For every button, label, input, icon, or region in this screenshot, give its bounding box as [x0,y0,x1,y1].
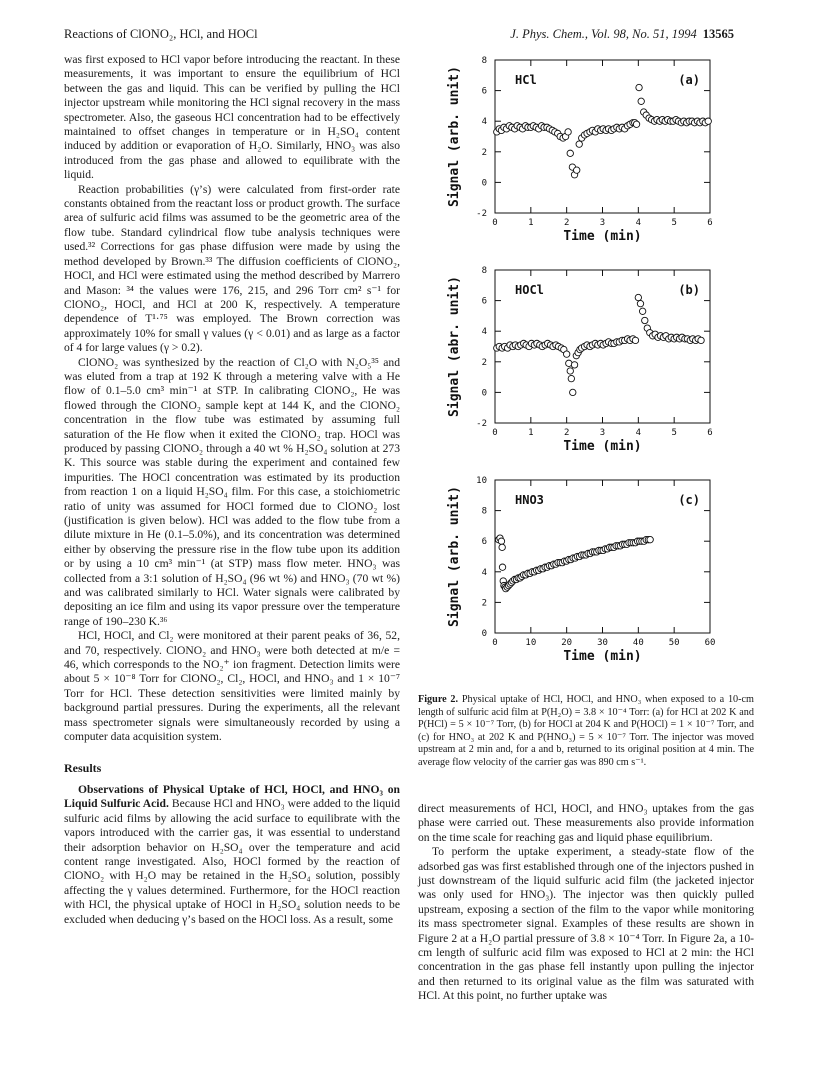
x-tick-label: 6 [707,428,713,438]
data-point [567,368,573,374]
data-point [636,84,642,90]
y-tick-label: 6 [481,86,487,97]
x-tick-label: 30 [597,638,608,648]
x-axis-title: Time (min) [563,229,642,244]
paragraph: direct measurements of HCl, HOCl, and HNO₃ uptakes from the gas phase were carried out. These measurements also provide information on the time scale for reaching gas and liquid phase equilibrium. [418,802,754,844]
data-point [563,351,569,357]
x-tick-label: 1 [528,428,534,438]
right-column [418,802,754,1004]
data-point [639,308,645,314]
section-heading: Results [64,760,102,775]
series-label: HOCl [515,283,544,297]
data-point [498,538,504,544]
caption-text: Physical uptake of HCl, HOCl, and HNO₃ when exposed to a 10-cm length of sulfuric acid film at P(H₂O) = 3.8 × 10⁻⁴ Torr: (a) for HCl at 202 K and P(HCl) = 5 × 10⁻⁷ Torr, (b) for HOCl at 204 K and P(HOCl) = 1 × 10⁻⁷ Torr, and (c) for HNO₃ at 202 K and P(HNO₃) = 5 × 10⁻⁷ Torr. The injector was moved upstream at 2 min and, for a and b, returned to its original position at 4 min. The average flow velocity of the carrier gas was 890 cm s⁻¹. [418,694,754,768]
data-point [633,121,639,127]
x-tick-label: 10 [525,638,537,648]
y-axis-title: Signal (arb. unit) [447,66,462,207]
data-point [571,362,577,368]
left-column [64,53,400,927]
running-header-title: Reactions of ClONO₂, HCl, and HOCl [64,27,258,41]
x-tick-label: 4 [635,428,642,438]
page-number: 13565 [702,27,734,41]
x-tick-label: 20 [561,638,573,648]
figure-2 [440,50,770,695]
data-point [637,300,643,306]
paragraph [64,783,400,927]
data-point [698,337,704,343]
data-point [499,544,505,550]
y-tick-label: 8 [481,506,487,517]
x-tick-label: 0 [492,428,498,438]
x-tick-label: 40 [632,638,644,648]
x-tick-label: 5 [671,218,677,228]
data-point [632,337,638,343]
y-tick-label: 8 [481,56,487,66]
x-tick-label: 3 [599,218,606,228]
data-point [647,536,653,542]
y-axis-title: Signal (arb. unit) [447,486,462,627]
y-tick-label: 2 [481,357,487,368]
data-point [499,564,505,570]
data-point [568,375,574,381]
x-tick-label: 60 [704,638,716,648]
y-tick-label: -2 [476,209,487,219]
data-point [574,167,580,173]
x-axis-title: Time (min) [563,649,642,664]
x-tick-label: 4 [635,218,642,228]
y-tick-label: 6 [481,296,487,307]
data-point [635,294,641,300]
running-header-journal [510,27,734,42]
paragraph: To perform the uptake experiment, a steady-state flow of the adsorbed gas was first established through one of the injectors pushed in just downstream of the liquid sulfuric acid film (the jacketed injector was only used for HNO₃). The injector was then quickly pulled upstream, exposing a section of the film to the vapor while monitoring its mass spectrometer signal. Examples of these results are shown in Figure 2 at a H₂O partial pressure of 3.8 × 10⁻⁴ Torr. In Figure 2a, a 10-cm length of sulfuric acid film was exposed to HCl at 2 min: the HCl concentration in the gas phase fell instantly upon pulling the injector and then returned to its original value as the film was saturated with HCl. At this point, no further uptake was [418,845,754,1003]
data-point [570,389,576,395]
paragraph: Reaction probabilities (γ’s) were calculated from first-order rate constants obtained from the reactant loss or product growth. The surface area of sulfuric acid films was assumed to be the geometric area of the flow tube. Standard cylindrical flow tube analysis techniques were used.³² Corrections for gas phase diffusion were made by using the method developed by Brown.³³ The diffusion coefficients of ClONO₂, HOCl, and HCl were estimated using the method described by Marrero and Mason: ³⁴ the values were 176, 215, and 296 Torr cm² s⁻¹ for ClONO₂, HOCl, and HCl at 200 K, respectively. A temperature dependence of T¹·⁷⁵ was employed. The Brown correction was approximately 10% for small γ values (γ < 0.01) and as large as a factor of 4 for large values (γ > 0.2). [64,182,400,355]
y-tick-label: 2 [481,598,487,609]
series-label: HCl [515,73,537,87]
data-point [576,141,582,147]
x-tick-label: 3 [599,428,606,438]
y-tick-label: 2 [481,147,487,158]
data-point [567,150,573,156]
y-tick-label: 0 [481,178,487,189]
paragraph: was first exposed to HCl vapor before introducing the reactant. In these measurements, it was important to ensure the equilibrium of HCl between the gas and liquid. This can be verified by pulling the HCl injector upstream while monitoring the HCl signal recovery in the mass spectrometer. Also, the gaseous HCl concentration had to be effectively maintained to offset changes in temperature or in H₂SO₄ content induced by addition or evaporation of H₂O. Similarly, HNO₃ was also introduced from the gas phase and allowed to equilibrate with the liquid. [64,53,400,182]
chart-panel-a [447,56,713,244]
y-tick-label: -2 [476,419,487,429]
journal-citation: J. Phys. Chem., Vol. 98, No. 51, 1994 [510,27,697,41]
figure-caption [418,694,754,770]
data-point [642,317,648,323]
data-point [638,98,644,104]
x-tick-label: 50 [668,638,680,648]
x-tick-label: 0 [492,218,498,228]
x-tick-label: 2 [563,428,570,438]
x-tick-label: 1 [528,218,534,228]
y-tick-label: 6 [481,537,487,548]
panel-label: (c) [678,493,700,507]
panel-label: (b) [678,283,700,297]
data-point [565,129,571,135]
data-point [705,118,711,124]
y-tick-label: 10 [476,476,487,486]
y-tick-label: 4 [481,567,487,578]
paragraph-text: Because HCl and HNO₃ were added to the liquid sulfuric acid films by allowing the acid surface to equilibrate with the vapors introduced with the carrier gas, it was essential to understand their adsorption behavior on H₂SO₄ over the temperature and acid content range investigated. Also, HOCl formed by the reaction of ClONO₂ with H₂O may be retained in the H₂SO₄ solution, possibly affecting the γ values determined. Furthermore, for the HOCl reaction with HCl, the physical uptake of HOCl in H₂SO₄ solution needs to be excluded when deducing γ’s based on the HOCl loss. As a result, some [64,797,400,926]
x-tick-label: 6 [707,218,713,228]
chart-panel-b [447,266,713,454]
figure-label: Figure 2. [418,694,459,705]
paragraph: ClONO₂ was synthesized by the reaction of Cl₂O with N₂O₅³⁵ and was eluted from a trap at 192 K through a metering valve with a He flow of 0.1–5.0 cm³ min⁻¹ at STP. In calibrating ClONO₂, He was flowed through the ClONO₂ sample kept at 144 K, and the ClONO₂ concentration in the flow tube was estimated by assuming full saturation of the He flow when it exited the ClONO₂ trap. HOCl was produced by passing ClONO₂ through a 40 wt % H₂SO₄ solution at 273 K. This source was stable during the experiment and contained few impurities. The HOCl concentration was estimated by its production from reaction 1 on a liquid H₂SO₄ film. For this case, a stoichiometric ratio of unity was assumed for HOCl formed due to ClONO₂ lost (justification is given below). HCl was added to the flow tube from a dilute mixture in He (0.1–5.0%), and its concentration was determined either by observing the pressure rise in the flow tube upon its addition or by using a 10 cm³ min⁻¹ (at STP) mass flow meter. HNO₃ was collected from a 3:1 solution of H₂SO₄ (96 wt %) and HNO₃ (70 wt %) and was calibrated similarly to HCl. Water signals were calibrated by depositing an ice film and using its vapor pressure over the temperature range of 190–230 K.³⁶ [64,355,400,628]
x-tick-label: 0 [492,638,498,648]
x-axis-title: Time (min) [563,439,642,454]
chart-panel-c [447,476,715,664]
y-tick-label: 4 [481,327,487,338]
panel-label: (a) [678,73,700,87]
x-tick-label: 2 [563,218,570,228]
y-tick-label: 0 [481,388,487,399]
y-tick-label: 8 [481,266,487,276]
series-label: HNO3 [515,493,544,507]
subsection-heading: Observations of Physical Uptake of HCl, HOCl, and HNO₃ on Liquid Sulfuric Acid. [64,782,400,811]
y-axis-title: Signal (abr. unit) [447,276,462,417]
paragraph: HCl, HOCl, and Cl₂ were monitored at their parent peaks of 36, 52, and 70, respectively. ClONO₂ and HNO₃ were both detected at m/e = 46, which corresponds to the NO₂⁺ ion fragment. Detection limits were about 5 × 10⁻⁸ Torr for ClONO₂, Cl₂, HOCl, and HNO₃ and 1 × 10⁻⁷ Torr for HCl. These detection sensitivities were limited mainly by background partial pressures. During the experiments, all the relevant mass spectrometer signals were simultaneously recorded by using a computer data acquisition system. [64,629,400,744]
x-tick-label: 5 [671,428,677,438]
y-tick-label: 0 [481,629,487,639]
y-tick-label: 4 [481,117,487,128]
